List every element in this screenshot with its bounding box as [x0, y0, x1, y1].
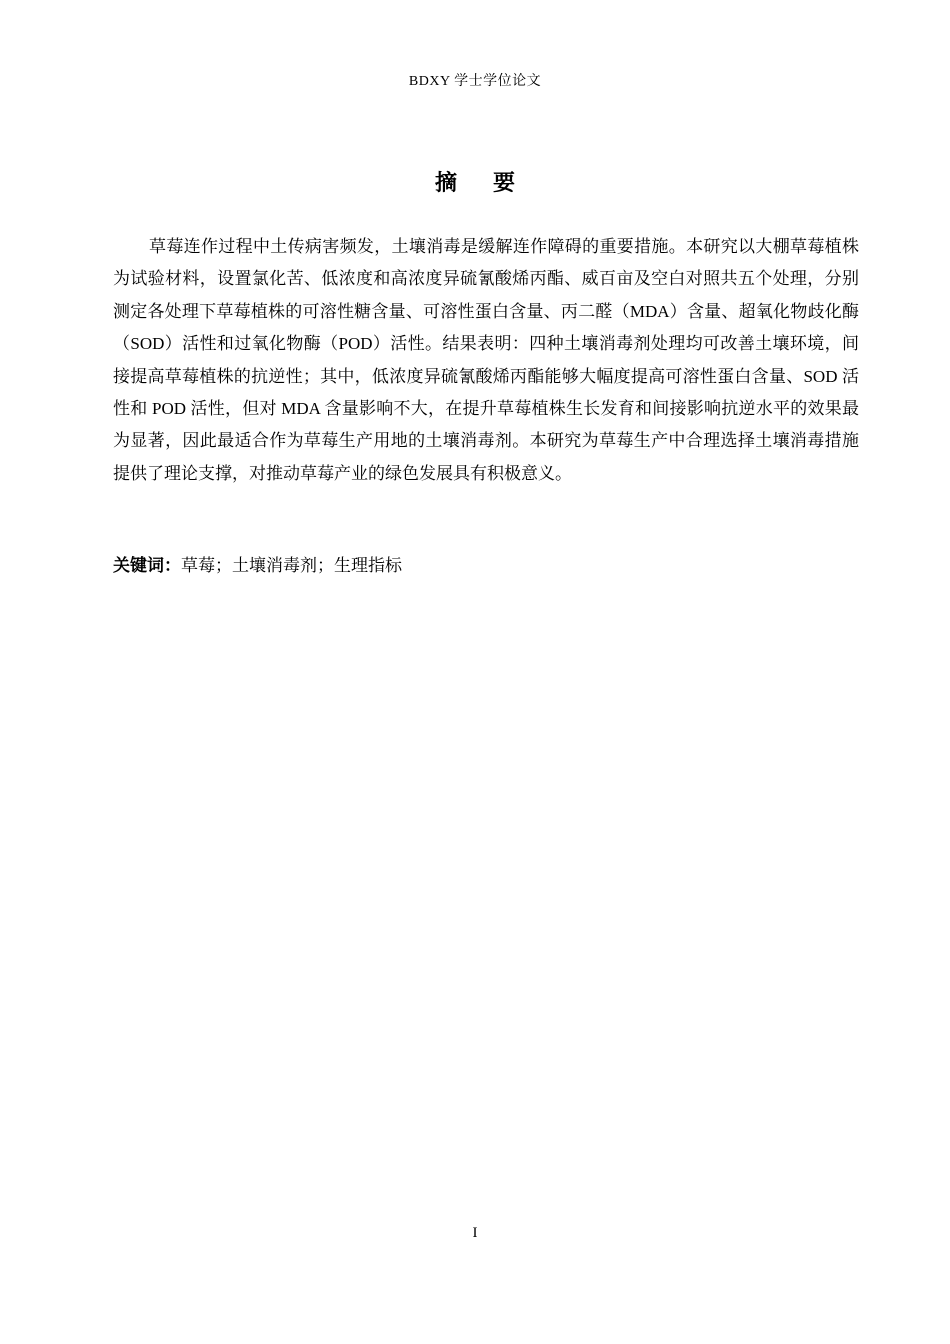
keywords-values: 草莓；土壤消毒剂；生理指标: [181, 556, 402, 575]
abstract-title: [0, 166, 950, 197]
abstract-title-part2: 要: [493, 171, 516, 196]
running-header: BDXY 学士学位论文: [408, 74, 542, 89]
abstract-title-part1: 摘: [434, 171, 457, 196]
keywords-label: 关键词：: [113, 556, 181, 576]
keywords-line: [113, 550, 859, 582]
page-number: I: [472, 1225, 478, 1241]
abstract-paragraph: 草莓连作过程中土传病害频发，土壤消毒是缓解连作障碍的重要措施。本研究以大棚草莓植株为试验材料，设置氯化苦、低浓度和高浓度异硫氰酸烯丙酯、威百亩及空白对照共五个处理，分别测定各处理下草莓植株的可溶性糖含量、可溶性蛋白含量、丙二醛（MDA）含量、超氧化物歧化酶（SOD）活性和过氧化物酶（POD）活性。结果表明：四种土壤消毒剂处理均可改善土壤环境，间接提高草莓植株的抗逆性；其中，低浓度异硫氰酸烯丙酯能够大幅度提高可溶性蛋白含量、SOD 活性和 POD 活性，但对 MDA 含量影响不大，在提升草莓植株生长发育和间接影响抗逆水平的效果最为显著，因此最适合作为草莓生产用地的土壤消毒剂。本研究为草莓生产中合理选择土壤消毒措施提供了理论支撑，对推动草莓产业的绿色发展具有积极意义。: [113, 237, 859, 483]
